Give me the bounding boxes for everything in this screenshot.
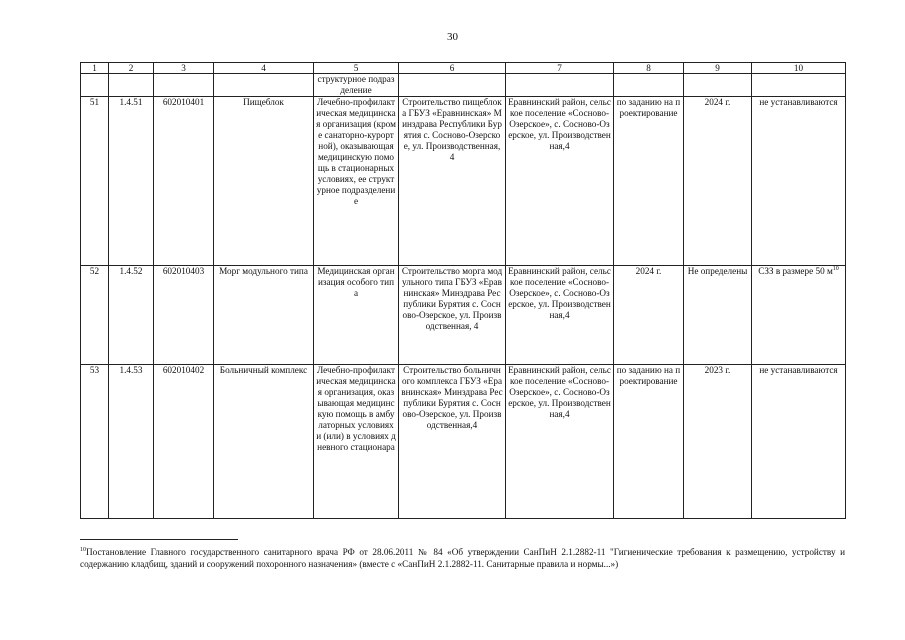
row-zone xyxy=(752,266,846,365)
col-header-8: 8 xyxy=(614,63,684,74)
footnote-text: Постановление Главного государственного санитарного врача РФ от 28.06.2011 № 84 «Об утверждении СанПиН 2.1.2882-11 "Гигиенические требования к размещению, устройству и содержанию кладбищ, зданий и сооружений похоронного назначения» (вместе с «СанПиН 2.1.2882-11. Санитарные правила и нормы...») xyxy=(80,547,845,569)
col-header-6: 6 xyxy=(399,63,506,74)
col-header-2: 2 xyxy=(109,63,154,74)
page-number: 30 xyxy=(447,31,458,43)
table-cell xyxy=(214,74,314,97)
footnote-mark: 10 xyxy=(80,546,86,553)
row-status: по заданию на проектирование xyxy=(614,365,684,519)
row-year: 2024 г. xyxy=(684,97,752,266)
continuation-purpose: структурное подразделение xyxy=(314,74,399,97)
col-header-10: 10 xyxy=(752,63,846,74)
col-header-1: 1 xyxy=(81,63,109,74)
table-cell xyxy=(506,74,614,97)
row-zone: не устанавливаются xyxy=(752,365,846,519)
row-id: 602010401 xyxy=(154,97,214,266)
table-cell xyxy=(399,74,506,97)
table-cell xyxy=(684,74,752,97)
row-purpose: Лечебно-профилактическая медицинская организация, оказывающая медицинскую помощь в амбулаторных условиях и (или) в условиях дневного стационара xyxy=(314,365,399,519)
row-name: Пищеблок xyxy=(214,97,314,266)
table-cell xyxy=(614,74,684,97)
row-code: 1.4.52 xyxy=(109,266,154,365)
row-description: Строительство больничного комплекса ГБУЗ «Еравнинская» Минздрава Республики Бурятия с. Сосново-Озерское, ул. Производственная,4 xyxy=(399,365,506,519)
continuation-row xyxy=(81,74,846,97)
col-header-9: 9 xyxy=(684,63,752,74)
row-number: 52 xyxy=(81,266,109,365)
row-number: 51 xyxy=(81,97,109,266)
row-description: Строительство морга модульного типа ГБУЗ «Еравнинская» Минздрава Республики Бурятия с. Сосново-Озерское, ул. Производственная, 4 xyxy=(399,266,506,365)
col-header-7: 7 xyxy=(506,63,614,74)
col-header-3: 3 xyxy=(154,63,214,74)
footnote-divider xyxy=(80,539,238,540)
row-code: 1.4.51 xyxy=(109,97,154,266)
row-zone: не устанавливаются xyxy=(752,97,846,266)
row-code: 1.4.53 xyxy=(109,365,154,519)
table-cell xyxy=(752,74,846,97)
row-zone-text: СЗЗ в размере 50 м xyxy=(758,266,833,276)
row-year: Не определены xyxy=(684,266,752,365)
row-year: 2023 г. xyxy=(684,365,752,519)
col-header-4: 4 xyxy=(214,63,314,74)
row-status: по заданию на проектирование xyxy=(614,97,684,266)
row-location: Еравнинский район, сельское поселение «Сосново-Озерское», с. Сосново-Озерское, ул. Производственная,4 xyxy=(506,266,614,365)
row-location: Еравнинский район, сельское поселение «Сосново-Озерское», с. Сосново-Озерское, ул. Производственная,4 xyxy=(506,365,614,519)
row-id: 602010402 xyxy=(154,365,214,519)
row-location: Еравнинский район, сельское поселение «Сосново-Озерское», с. Сосново-Озерское, ул. Производственная,4 xyxy=(506,97,614,266)
row-id: 602010403 xyxy=(154,266,214,365)
row-purpose: Лечебно-профилактическая медицинская организация (кроме санаторно-курортной), оказывающая медицинскую помощь в стационарных условиях, ее структурное подразделение xyxy=(314,97,399,266)
table-cell xyxy=(154,74,214,97)
table-cell xyxy=(109,74,154,97)
row-number: 53 xyxy=(81,365,109,519)
footnote-ref[interactable]: 10 xyxy=(832,265,839,272)
table-row xyxy=(81,266,846,365)
col-header-5: 5 xyxy=(314,63,399,74)
footnote xyxy=(80,546,845,570)
row-description: Строительство пищеблока ГБУЗ «Еравнинская» Минздрава Республики Бурятия с. Сосново-Озерское, ул. Производственная, 4 xyxy=(399,97,506,266)
table-cell xyxy=(81,74,109,97)
table-row xyxy=(81,97,846,266)
row-name: Больничный комплекс xyxy=(214,365,314,519)
objects-table xyxy=(80,62,846,519)
table-row xyxy=(81,365,846,519)
row-name: Морг модульного типа xyxy=(214,266,314,365)
row-status: 2024 г. xyxy=(614,266,684,365)
row-purpose: Медицинская организация особого типа xyxy=(314,266,399,365)
header-row xyxy=(81,63,846,74)
